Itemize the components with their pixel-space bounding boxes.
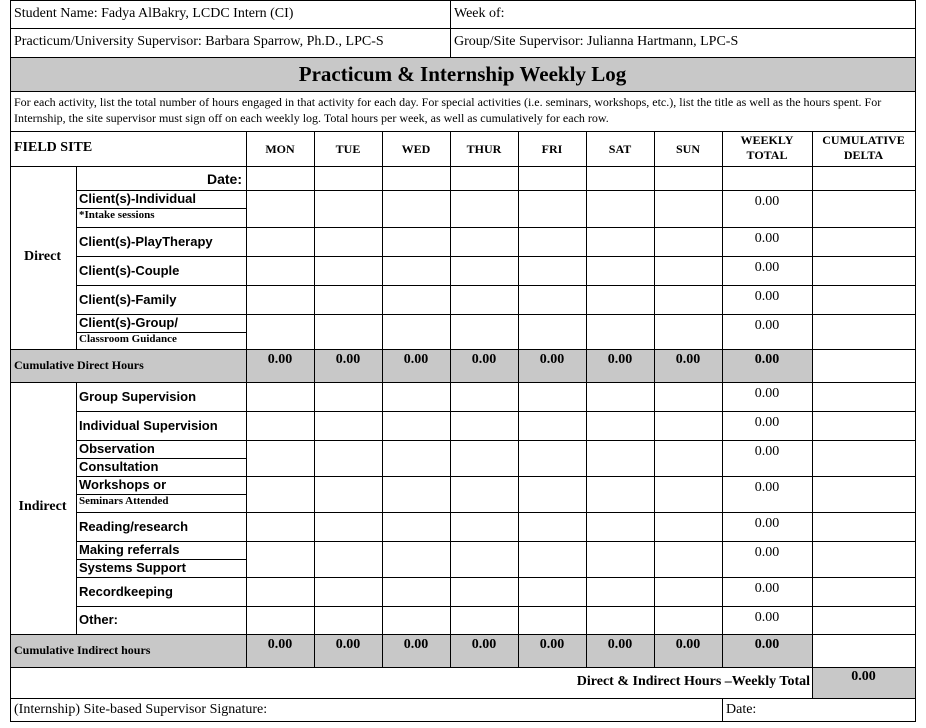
day-header-thur: THUR bbox=[466, 142, 502, 156]
indirect-cumulative-total: 0.00 bbox=[754, 637, 780, 652]
grid-line bbox=[76, 512, 916, 513]
grid-line bbox=[76, 285, 916, 286]
grid-line bbox=[10, 0, 11, 722]
day-header-sun: SUN bbox=[675, 142, 700, 156]
direct-section-label: Direct bbox=[23, 249, 62, 264]
grid-line bbox=[76, 314, 916, 315]
grid-line bbox=[10, 634, 916, 635]
direct-row-weekly-total: 0.00 bbox=[754, 260, 780, 275]
direct-row-weekly-total: 0.00 bbox=[754, 231, 780, 246]
grid-line bbox=[10, 57, 916, 58]
weekly-log-sheet bbox=[10, 0, 915, 722]
direct-row-sublabel: Classroom Guidance bbox=[79, 333, 177, 345]
indirect-cumulative-value: 0.00 bbox=[403, 637, 429, 652]
signature-date-label: Date: bbox=[726, 702, 757, 717]
week-of-label: Week of: bbox=[454, 6, 505, 21]
university-supervisor: Practicum/University Supervisor: Barbara Sparrow, Ph.D., LPC-S bbox=[14, 34, 384, 49]
indirect-row-weekly-total: 0.00 bbox=[754, 581, 780, 596]
indirect-cumulative-value: 0.00 bbox=[335, 637, 361, 652]
indirect-row-weekly-total: 0.00 bbox=[754, 386, 780, 401]
cumulative-direct-label: Cumulative Direct Hours bbox=[14, 358, 144, 372]
day-header-mon: MON bbox=[265, 142, 295, 156]
grid-line bbox=[722, 698, 723, 722]
day-header-fri: FRI bbox=[541, 142, 563, 156]
weekly-total-header: WEEKLY TOTAL bbox=[740, 133, 794, 162]
grid-line bbox=[10, 382, 916, 383]
grid-line bbox=[915, 0, 916, 722]
indirect-row-sublabel: Consultation bbox=[79, 459, 159, 474]
indirect-row-label: Individual Supervision bbox=[79, 418, 218, 433]
grid-line bbox=[10, 0, 916, 1]
grid-line bbox=[10, 28, 916, 29]
grid-line bbox=[812, 131, 813, 699]
grid-line bbox=[76, 440, 916, 441]
indirect-row-weekly-total: 0.00 bbox=[754, 444, 780, 459]
grid-line bbox=[76, 606, 916, 607]
indirect-cumulative-value: 0.00 bbox=[471, 637, 497, 652]
indirect-row-label: Recordkeeping bbox=[79, 584, 173, 599]
grid-line bbox=[722, 131, 723, 668]
grid-line bbox=[10, 721, 916, 722]
grid-line bbox=[314, 131, 315, 668]
grid-line bbox=[76, 577, 916, 578]
direct-row-weekly-total: 0.00 bbox=[754, 318, 780, 333]
grid-line bbox=[382, 131, 383, 668]
grid-line bbox=[76, 411, 916, 412]
day-header-wed: WED bbox=[401, 142, 431, 156]
direct-row-weekly-total: 0.00 bbox=[754, 289, 780, 304]
grid-line bbox=[76, 382, 77, 635]
grand-total-label: Direct & Indirect Hours –Weekly Total bbox=[576, 674, 810, 689]
grid-line bbox=[450, 131, 451, 668]
grid-line bbox=[76, 559, 247, 560]
indirect-row-weekly-total: 0.00 bbox=[754, 480, 780, 495]
direct-cumulative-value: 0.00 bbox=[335, 352, 361, 367]
grid-line bbox=[586, 131, 587, 668]
site-supervisor: Group/Site Supervisor: Julianna Hartmann, LPC-S bbox=[454, 34, 739, 49]
grid-line bbox=[246, 131, 247, 668]
indirect-cumulative-value: 0.00 bbox=[539, 637, 565, 652]
indirect-section-label: Indirect bbox=[18, 499, 67, 514]
day-header-sat: SAT bbox=[608, 142, 632, 156]
indirect-row-weekly-total: 0.00 bbox=[754, 415, 780, 430]
grid-line bbox=[518, 131, 519, 668]
grid-line bbox=[76, 208, 247, 209]
cumulative-indirect-label: Cumulative Indirect hours bbox=[14, 643, 151, 657]
indirect-row-label: Other: bbox=[79, 612, 118, 627]
direct-cumulative-value: 0.00 bbox=[539, 352, 565, 367]
indirect-cumulative-value: 0.00 bbox=[675, 637, 701, 652]
grid-line bbox=[76, 541, 916, 542]
grid-line bbox=[10, 698, 916, 699]
indirect-row-label: Making referrals bbox=[79, 542, 180, 557]
indirect-row-weekly-total: 0.00 bbox=[754, 516, 780, 531]
indirect-row-label: Group Supervision bbox=[79, 389, 197, 404]
direct-cumulative-value: 0.00 bbox=[403, 352, 429, 367]
indirect-row-sublabel: Seminars Attended bbox=[79, 495, 169, 507]
grand-total-value: 0.00 bbox=[851, 669, 876, 684]
grid-line bbox=[10, 667, 916, 668]
grid-line bbox=[450, 0, 451, 58]
direct-row-label: Client(s)-Individual bbox=[79, 191, 196, 206]
grid-line bbox=[76, 190, 916, 191]
grid-line bbox=[10, 166, 916, 167]
direct-cumulative-total: 0.00 bbox=[754, 352, 780, 367]
indirect-row-weekly-total: 0.00 bbox=[754, 610, 780, 625]
grid-line bbox=[10, 349, 916, 350]
page-title: Practicum & Internship Weekly Log bbox=[298, 62, 627, 86]
indirect-row-label: Reading/research bbox=[79, 519, 189, 534]
indirect-cumulative-value: 0.00 bbox=[607, 637, 633, 652]
direct-cumulative-value: 0.00 bbox=[607, 352, 633, 367]
grid-line bbox=[76, 494, 247, 495]
student-name: Student Name: Fadya AlBakry, LCDC Intern (CI) bbox=[14, 6, 294, 21]
grid-line bbox=[76, 256, 916, 257]
direct-row-label: Client(s)-Couple bbox=[79, 263, 180, 278]
indirect-row-label: Observation bbox=[79, 441, 155, 456]
direct-row-label: Client(s)-Family bbox=[79, 292, 177, 307]
grid-line bbox=[76, 458, 247, 459]
direct-row-sublabel: *Intake sessions bbox=[79, 209, 155, 221]
date-row-label: Date: bbox=[206, 171, 242, 187]
day-header-tue: TUE bbox=[335, 142, 361, 156]
grid-line bbox=[10, 91, 916, 92]
indirect-row-label: Workshops or bbox=[79, 477, 167, 492]
direct-cumulative-value: 0.00 bbox=[471, 352, 497, 367]
grid-line bbox=[76, 476, 916, 477]
signature-label: (Internship) Site-based Supervisor Signature: bbox=[14, 702, 268, 717]
grid-line bbox=[654, 131, 655, 668]
direct-row-weekly-total: 0.00 bbox=[754, 194, 780, 209]
indirect-row-sublabel: Systems Support bbox=[79, 560, 186, 575]
direct-row-label: Client(s)-Group/ bbox=[79, 315, 178, 330]
field-site-header: FIELD SITE bbox=[14, 140, 93, 155]
grid-line bbox=[76, 227, 916, 228]
indirect-cumulative-value: 0.00 bbox=[267, 637, 293, 652]
grid-line bbox=[76, 166, 77, 350]
indirect-row-weekly-total: 0.00 bbox=[754, 545, 780, 560]
direct-cumulative-value: 0.00 bbox=[267, 352, 293, 367]
cumulative-delta-header: CUMULATIVE DELTA bbox=[822, 133, 905, 162]
instructions-text: For each activity, list the total number of hours engaged in that activity for each day. For special activities (i.e. seminars, workshops, etc.), list the title as well as the hours spent. For Internship, the site supervisor must sign off on each weekly log. Total hours per week, as well as cumulatively for each row. bbox=[14, 95, 882, 125]
direct-row-label: Client(s)-PlayTherapy bbox=[79, 234, 213, 249]
grid-line bbox=[76, 332, 247, 333]
direct-cumulative-value: 0.00 bbox=[675, 352, 701, 367]
grid-line bbox=[10, 131, 916, 132]
